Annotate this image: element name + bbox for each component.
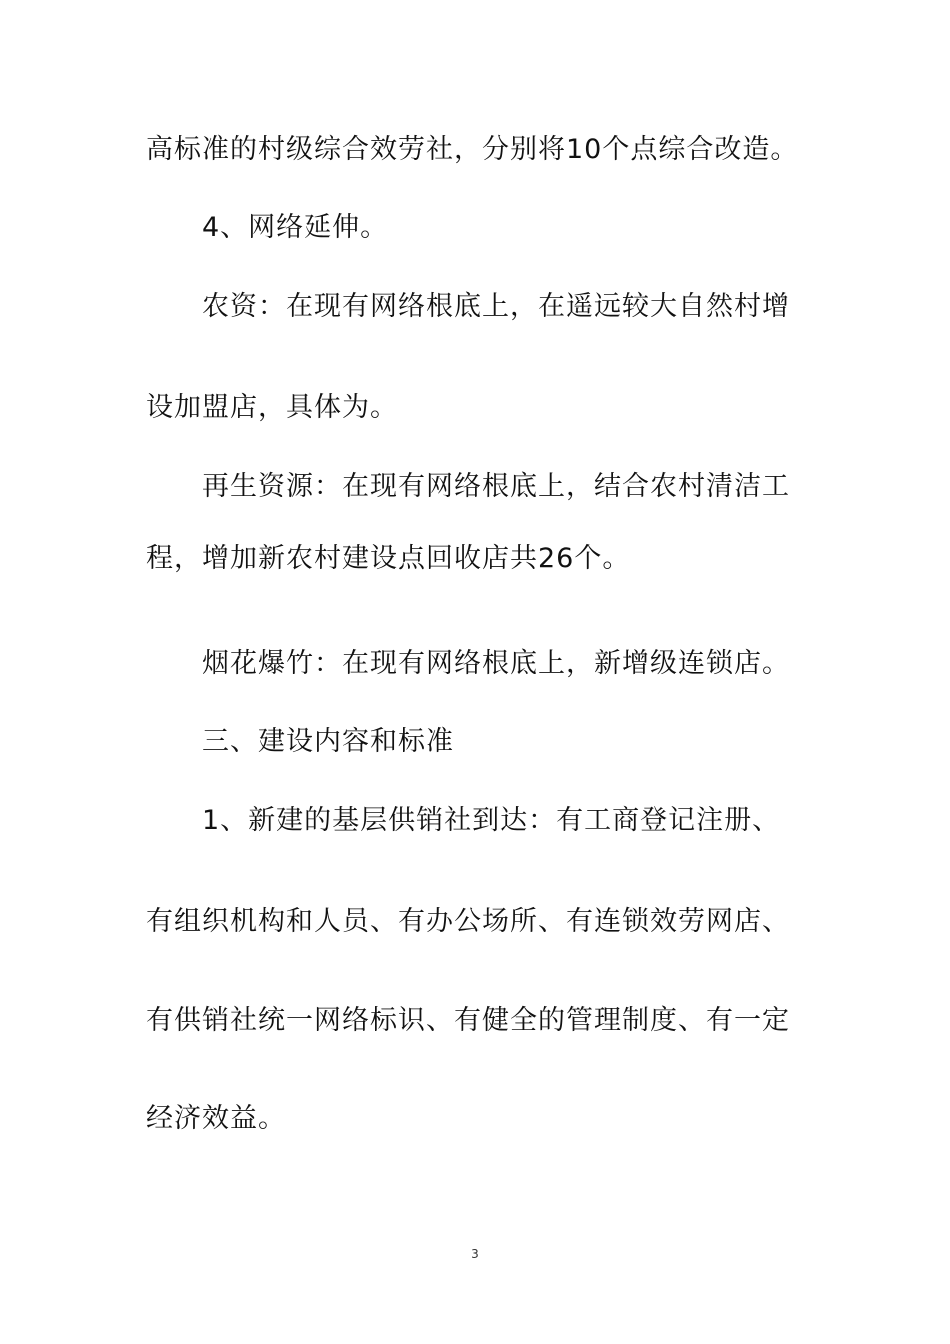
- text-line-5: 再生资源：在现有网络根底上，结合农村清洁工: [202, 471, 790, 502]
- text-line-11: 有供销社统一网络标识、有健全的管理制度、有一定: [146, 1005, 790, 1036]
- text-line-4: 设加盟店，具体为。: [146, 392, 398, 423]
- text-line-9: 1、新建的基层供销社到达：有工商登记注册、: [202, 805, 781, 836]
- text-line-1: 高标准的村级综合效劳社，分别将10个点综合改造。: [146, 134, 799, 165]
- text-line-3: 农资：在现有网络根底上，在遥远较大自然村增: [202, 291, 790, 322]
- text-line-8: 三、建设内容和标准: [202, 726, 454, 757]
- text-line-7: 烟花爆竹：在现有网络根底上，新增级连锁店。: [202, 648, 790, 679]
- page-number: 3: [471, 1247, 479, 1261]
- text-line-2: 4、网络延伸。: [202, 212, 389, 243]
- text-line-6: 程，增加新农村建设点回收店共26个。: [146, 543, 631, 574]
- text-line-10: 有组织机构和人员、有办公场所、有连锁效劳网店、: [146, 906, 790, 937]
- text-line-12: 经济效益。: [146, 1103, 286, 1134]
